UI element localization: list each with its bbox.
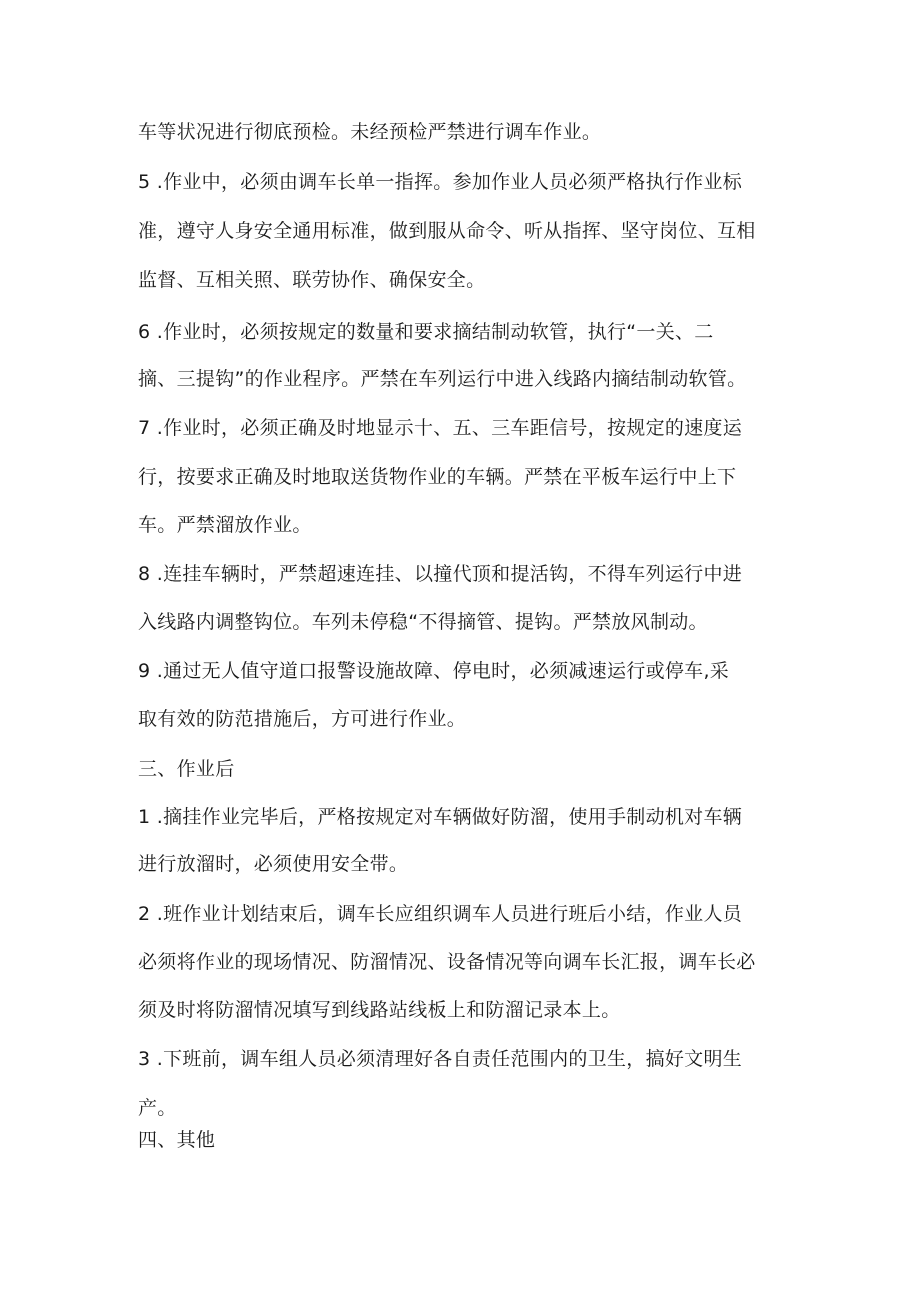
section-heading-after-work: 三、作业后 — [138, 758, 235, 780]
text-line-20: 3 .下班前，调车组人员必须清理好各自责任范围内的卫生，搞好文明生 — [138, 1048, 743, 1070]
text-line-2: 5 .作业中，必须由调车长单一指挥。参加作业人员必须严格执行作业标 — [138, 171, 743, 193]
text-line-1: 车等状况进行彻底预检。未经预检严禁进行调车作业。 — [138, 121, 602, 143]
text-line-6: 摘、三提钩”的作业程序。严禁在车列运行中进入线路内摘结制动软管。 — [138, 368, 747, 390]
text-line-12: 9 .通过无人值守道口报警设施故障、停电时，必须减速运行或停车,采 — [138, 660, 730, 682]
section-heading-other: 四、其他 — [138, 1129, 216, 1151]
text-line-9: 车。严禁溜放作业。 — [138, 514, 312, 536]
text-line-13: 取有效的防范措施后，方可进行作业。 — [138, 708, 467, 730]
text-line-8: 行，按要求正确及时地取送货物作业的车辆。严禁在平板车运行中上下 — [138, 466, 737, 488]
text-line-5: 6 .作业时，必须按规定的数量和要求摘结制动软管，执行“一关、二 — [138, 321, 714, 343]
text-line-3: 准，遵守人身安全通用标准，做到服从命令、听从指挥、坚守岗位、互相 — [138, 220, 756, 242]
text-line-18: 必须将作业的现场情况、防溜情况、设备情况等向调车长汇报，调车长必 — [138, 951, 756, 973]
text-line-11: 入线路内调整钩位。车列未停稳“不得摘管、提钩。严禁放风制动。 — [138, 611, 708, 633]
text-line-15: 1 .摘挂作业完毕后，严格按规定对车辆做好防溜，使用手制动机对车辆 — [138, 806, 743, 828]
text-line-10: 8 .连挂车辆时，严禁超速连挂、以撞代顶和提活钩，不得车列运行中进 — [138, 563, 743, 585]
text-line-4: 监督、互相关照、联劳协作、确保安全。 — [138, 269, 486, 291]
text-line-16: 进行放溜时，必须使用安全带。 — [138, 853, 409, 875]
text-line-19: 须及时将防溜情况填写到线路站线板上和防溜记录本上。 — [138, 999, 621, 1021]
text-line-21: 产。 — [138, 1097, 177, 1119]
text-line-7: 7 .作业时，必须正确及时地显示十、五、三车距信号，按规定的速度运 — [138, 417, 743, 439]
text-line-17: 2 .班作业计划结束后，调车长应组织调车人员进行班后小结，作业人员 — [138, 903, 743, 925]
